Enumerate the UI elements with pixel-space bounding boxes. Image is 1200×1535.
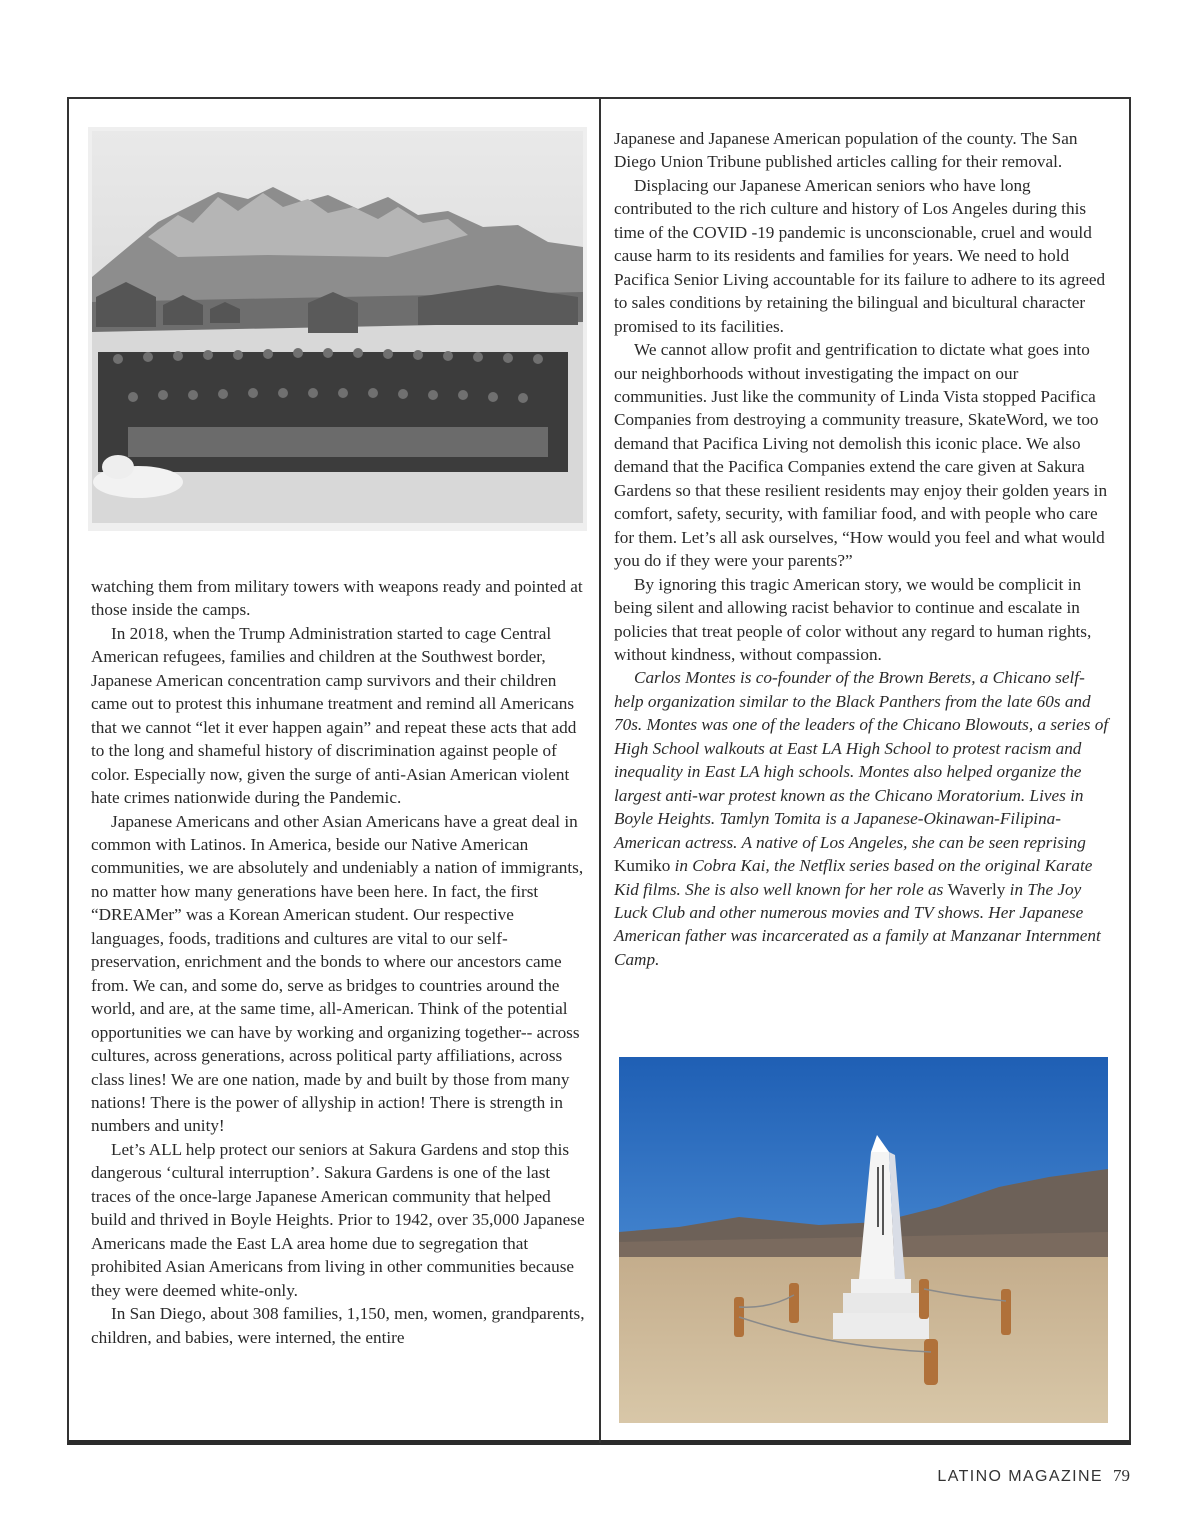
bio-text: Carlos Montes is co-founder of the Brown Berets, a Chicano self-help organization similar to the Black Panthers from the late 60s and 70s. Montes was one of the leaders of the Chicano Blowouts, a series of High School walkouts at East LA High School to protest racism and inequality in East LA high schools. Montes also helped organize the largest anti-war protest known as the Chicano Moratorium. Lives in Boyle Heights. Tamlyn Tomita is a Japanese-Okinawan-Filipina-American actress. A native of Los Angeles, she can be seen reprising xyxy=(614,668,1109,852)
author-bio xyxy=(614,666,1110,971)
paragraph: Displacing our Japanese American seniors who have long contributed to the rich culture and history of Los Angeles during this time of the COVID -19 pandemic is unconscionable, cruel and would cause harm to its residents and families for years. We need to hold Pacifica Senior Living accountable for its failure to adhere to its agreed to sales conditions by retaining the bilingual and bicultural character promised to its facilities. xyxy=(614,175,1106,336)
paragraph: Let’s ALL help protect our seniors at Sakura Gardens and stop this dangerous ‘cultural interruption’. Sakura Gardens is one of the last traces of the once-large Japanese American community that helped build and thrived in Boyle Heights. Prior to 1942, over 35,000 Japanese Americans made the East LA area home due to segregation that prohibited Asian Americans from living in other communities because they were deemed white-only. xyxy=(91,1139,585,1300)
paragraph: By ignoring this tragic American story, we would be complicit in being silent and allowing racist behavior to continue and escalate in policies that treat people of color without any regard to human rights, without kindness, without compassion. xyxy=(614,574,1092,664)
bio-text: in Cobra Kai, the Netflix series based on the original Karate Kid films. She is also well known for her role as xyxy=(614,856,1093,899)
paragraph: Japanese Americans and other Asian Americans have a great deal in common with Latinos. In America, beside our Native American communities, we are absolutely and undeniably a nation of immigrants, no matter how many generations have been here. In fact, the first “DREAMer” was a Korean American student. Our respective languages, foods, traditions and cultures are vital to our self-preservation, enrichment and the bonds to where our ancestors came from. We can, and some do, serve as bridges to countries around the world, and are, at the same time, all-American. Think of the potential opportunities we can have by working and organizing together-- across cultures, across generations, across political party affiliations, across class lines! We are one nation, made by and built by those from many nations! There is the power of allyship in action! There is strength in numbers and unity! xyxy=(91,811,584,1136)
paragraph: In San Diego, about 308 families, 1,150, men, women, grandparents, children, and babies, were interned, the entire xyxy=(91,1304,585,1347)
paragraph: watching them from military towers with weapons ready and pointed at those inside the camps. xyxy=(91,577,583,620)
page-footer xyxy=(937,1466,1130,1486)
bio-role-waverly: Waverly xyxy=(947,879,1006,899)
magazine-name: LATINO MAGAZINE xyxy=(937,1468,1103,1485)
right-column xyxy=(614,127,1110,971)
page-number: 79 xyxy=(1113,1466,1130,1485)
monument-photo xyxy=(619,1057,1108,1423)
left-column xyxy=(91,575,586,1349)
historic-camp-photo xyxy=(88,127,587,531)
paragraph: In 2018, when the Trump Administration started to cage Central American refugees, families and children at the Southwest border, Japanese American concentration camp survivors and their children came out to protest this inhumane treatment and remind all Americans that we cannot “let it ever happen again” and repeat these acts that add to the long and shameful history of discrimination against people of color. Especially now, given the surge of anti-Asian American violent hate crimes nationwide during the Pandemic. xyxy=(91,623,577,808)
paragraph: We cannot allow profit and gentrification to dictate what goes into our neighborhoods without investigating the impact on our communities. Just like the community of Linda Vista stopped Pacifica Companies from destroying a community treasure, SkateWord, we too demand that Pacifica Living not demolish this iconic place. We also demand that the Pacifica Companies extend the care given at Sakura Gardens so that these resilient residents may enjoy their golden years in comfort, safety, security, with familiar food, and with people who care for them. Let’s all ask ourselves, “How would you feel and what would you do if they were your parents?” xyxy=(614,340,1108,571)
bio-role-kumiko: Kumiko xyxy=(614,856,671,876)
bio-text: in The Joy Luck Club and other numerous movies and TV shows. Her Japanese American father was incarcerated as a family at Manzanar Internment Camp. xyxy=(614,879,1101,969)
paragraph: Japanese and Japanese American population of the county. The San Diego Union Tribune published articles calling for their removal. xyxy=(614,129,1078,172)
column-divider xyxy=(599,97,601,1443)
